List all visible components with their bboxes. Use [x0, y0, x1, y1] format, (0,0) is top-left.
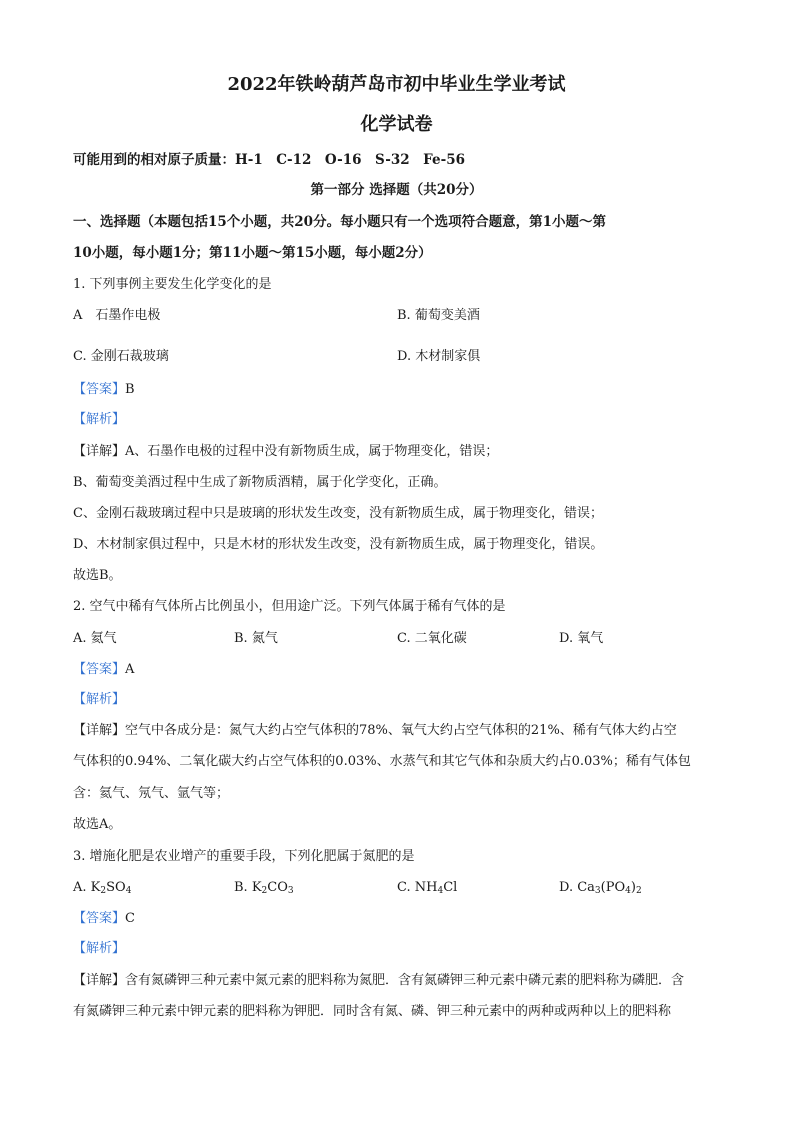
- q2-detail-2: 气体积的0.94%、二氧化碳大约占空气体积的0.03%、水蒸气和其它气体和杂质大约占0.03%；稀有气体包: [73, 754, 691, 769]
- answer-tag: 【答案】: [73, 911, 126, 926]
- q3-option-c: C. $NH_4Cl$: [397, 880, 458, 896]
- exam-title: 2022年铁岭葫芦岛市初中毕业生学业考试: [227, 74, 566, 95]
- detail-tag: 【详解】: [73, 444, 126, 459]
- q1-stem: 1. 下列事例主要发生化学变化的是: [73, 277, 272, 292]
- answer-value: C: [125, 911, 135, 926]
- q3-answer: [73, 909, 135, 929]
- q3-option-b: B. $K_2CO_3$: [234, 880, 294, 896]
- detail-tag: 【详解】: [73, 973, 126, 988]
- q2-option-a: A. 氦气: [73, 631, 117, 646]
- q1-conclusion: 故选B。: [73, 568, 122, 583]
- answer-value: A: [125, 662, 135, 677]
- q1-detail-1: [73, 442, 498, 462]
- q2-option-b: B. 氮气: [234, 631, 278, 646]
- q1-answer: [73, 380, 135, 400]
- q1-option-a: A 石墨作电极: [73, 308, 161, 323]
- q1-analysis-tag: 【解析】: [73, 412, 126, 427]
- answer-tag: 【答案】: [73, 382, 126, 397]
- detail-text: A、石墨作电极的过程中没有新物质生成，属于物理变化，错误；: [125, 444, 499, 459]
- atomic-masses: 可能用到的相对原子质量：H-1 C-12 O-16 S-32 Fe-56: [73, 152, 465, 168]
- q2-detail-3: 含：氦气、氖气、氩气等；: [73, 786, 230, 801]
- q3-option-d: D. $Ca_3(PO_4)_2$: [559, 880, 642, 896]
- q3-detail-2: 有氮磷钾三种元素中钾元素的肥料称为钾肥．同时含有氮、磷、钾三种元素中的两种或两种以上的肥料称: [73, 1004, 672, 1019]
- q3-detail-1: [73, 971, 684, 991]
- q1-detail-4: D、木材制家俱过程中，只是木材的形状发生改变，没有新物质生成，属于物理变化，错误。: [73, 537, 604, 552]
- exam-subtitle: 化学试卷: [360, 114, 433, 135]
- section-instructions-line-2: 10小题，每小题1分；第11小题～第15小题，每小题2分）: [73, 245, 432, 261]
- part-title: 第一部分 选择题（共20分）: [310, 182, 483, 198]
- q1-detail-2: B、葡萄变美酒过程中生成了新物质酒精，属于化学变化，正确。: [73, 475, 447, 490]
- q2-answer: [73, 660, 134, 680]
- detail-text: 含有氮磷钾三种元素中氮元素的肥料称为氮肥．含有氮磷钾三种元素中磷元素的肥料称为磷肥．含: [125, 973, 685, 988]
- detail-text: 空气中各成分是：氮气大约占空气体积的78%、氧气大约占空气体积的21%、稀有气体大约占空: [125, 723, 677, 738]
- q2-option-d: D. 氧气: [559, 631, 604, 646]
- q1-option-c: C. 金刚石裁玻璃: [73, 349, 169, 364]
- section-instructions-line-1: 一、选择题（本题包括15个小题，共20分。每小题只有一个选项符合题意，第1小题～第: [73, 214, 606, 230]
- q1-option-b: B. 葡萄变美酒: [397, 308, 480, 323]
- answer-tag: 【答案】: [73, 662, 126, 677]
- q2-conclusion: 故选A。: [73, 817, 122, 832]
- q2-analysis-tag: 【解析】: [73, 692, 126, 707]
- q3-option-a: A. $K_2SO_4$: [73, 880, 132, 896]
- q2-detail-1: [73, 721, 677, 741]
- q3-analysis-tag: 【解析】: [73, 941, 126, 956]
- answer-value: B: [125, 382, 135, 397]
- q1-option-d: D. 木材制家俱: [397, 349, 481, 364]
- q2-stem: 2. 空气中稀有气体所占比例虽小，但用途广泛。下列气体属于稀有气体的是: [73, 599, 506, 614]
- q1-detail-3: C、金刚石裁玻璃过程中只是玻璃的形状发生改变，没有新物质生成，属于物理变化，错误；: [73, 506, 603, 521]
- q2-option-c: C. 二氧化碳: [397, 631, 467, 646]
- q3-stem: 3. 增施化肥是农业增产的重要手段，下列化肥属于氮肥的是: [73, 849, 415, 864]
- detail-tag: 【详解】: [73, 723, 126, 738]
